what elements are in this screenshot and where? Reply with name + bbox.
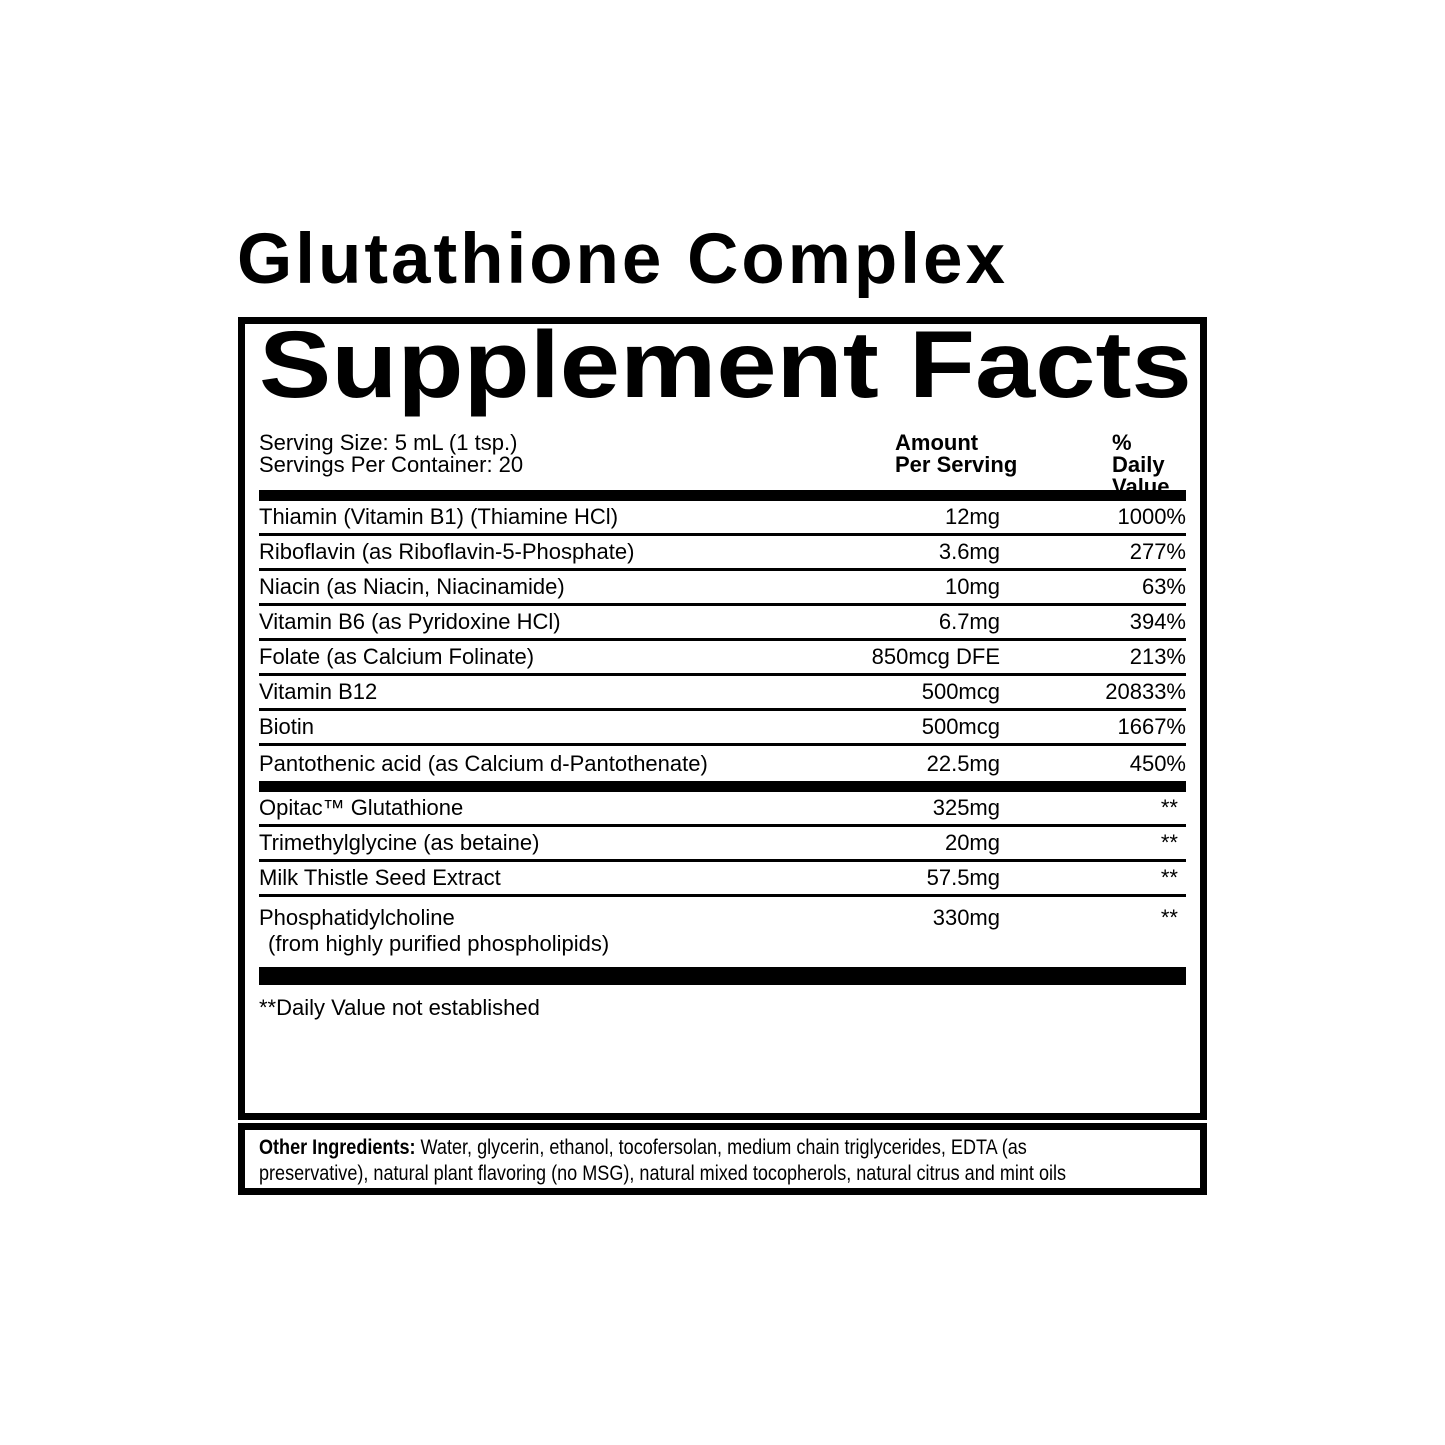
nutrient-name: Milk Thistle Seed Extract: [259, 865, 501, 890]
nutrient-amount: 22.5mg: [926, 750, 1000, 776]
nutrient-amount: 500mcg: [921, 714, 1000, 739]
nutrient-daily-value: 20833%: [1105, 679, 1186, 704]
nutrient-amount: 10mg: [944, 574, 1000, 599]
other-ingredients-label: Other Ingredients:: [259, 1135, 416, 1159]
other-ingredients-line1: [259, 1134, 1038, 1160]
supplement-facts-heading: Supplement Facts: [259, 317, 1192, 418]
nutrient-name: Thiamin (Vitamin B1) (Thiamine HCl): [259, 504, 619, 529]
nutrient-row: [259, 641, 1186, 676]
nutrient-row: [259, 897, 1186, 967]
dv-header-line2: Value: [1112, 474, 1170, 499]
nutrient-row: [259, 746, 1186, 781]
thick-separator-top: [259, 490, 1186, 501]
nutrient-amount: 330mg: [932, 905, 1000, 930]
nutrient-daily-value: 1000%: [1117, 504, 1186, 529]
nutrient-name: Niacin (as Niacin, Niacinamide): [259, 574, 565, 599]
thick-separator-bottom: [259, 967, 1186, 985]
blend-section: [259, 792, 1186, 967]
nutrient-name: Folate (as Calcium Folinate): [259, 644, 535, 669]
nutrient-row: [259, 606, 1186, 641]
supplement-facts-panel: [238, 317, 1207, 1120]
nutrient-subtext: (from highly purified phospholipids): [268, 931, 610, 956]
vitamins-section: [259, 501, 1186, 781]
nutrient-amount: 500mcg: [921, 679, 1000, 704]
nutrient-amount: 3.6mg: [938, 539, 1000, 564]
nutrient-amount: 325mg: [932, 795, 1000, 820]
nutrient-amount: 20mg: [944, 830, 1000, 855]
nutrient-daily-value: **: [1160, 830, 1178, 855]
nutrient-daily-value: 277%: [1129, 539, 1186, 564]
other-ingredients-line2: preservative), natural plant flavoring (no MSG), natural mixed tocopherols, natural citrus and mint oils: [259, 1161, 1067, 1185]
amount-header-line2: Per Serving: [895, 452, 1018, 477]
other-ingredients-panel: [238, 1123, 1207, 1195]
thick-separator-middle: [259, 781, 1186, 792]
nutrient-daily-value: 213%: [1129, 644, 1186, 669]
nutrient-daily-value: **: [1160, 865, 1178, 890]
nutrient-amount: 850mcg DFE: [871, 644, 1000, 669]
column-header-daily-value: [1112, 432, 1186, 498]
product-title: Glutathione Complex: [237, 220, 1008, 299]
nutrient-row: [259, 571, 1186, 606]
serving-info-lines: [259, 432, 1186, 476]
nutrient-daily-value: 1667%: [1117, 714, 1186, 739]
nutrient-daily-value: **: [1160, 795, 1178, 820]
nutrient-row: [259, 501, 1186, 536]
nutrient-name: Trimethylglycine (as betaine): [259, 830, 540, 855]
nutrient-row: [259, 792, 1186, 827]
column-header-amount: [895, 432, 1017, 476]
serving-size: Serving Size: 5 mL (1 tsp.): [259, 430, 518, 455]
nutrient-amount: 12mg: [944, 504, 1000, 529]
nutrient-name: Opitac™ Glutathione: [259, 795, 464, 820]
nutrient-name: Phosphatidylcholine (from highly purified phospholipids): [259, 905, 610, 956]
serving-info: [259, 430, 1186, 499]
nutrient-amount: 57.5mg: [926, 865, 1000, 890]
nutrient-daily-value: 394%: [1129, 609, 1186, 634]
nutrient-amount: 6.7mg: [938, 609, 1000, 634]
nutrient-daily-value: **: [1160, 905, 1178, 930]
nutrient-row: [259, 536, 1186, 571]
other-ingredients-text: [259, 1134, 1067, 1186]
dv-header-line1: % Daily: [1112, 430, 1165, 477]
nutrient-daily-value: 63%: [1141, 574, 1186, 599]
amount-header-line1: Amount: [895, 430, 979, 455]
nutrient-row: [259, 711, 1186, 746]
nutrient-daily-value: 450%: [1129, 750, 1186, 776]
nutrient-row: [259, 827, 1186, 862]
nutrient-name: Vitamin B6 (as Pyridoxine HCl): [259, 609, 561, 634]
nutrient-name: Vitamin B12: [259, 679, 378, 704]
nutrient-name: Biotin: [259, 714, 315, 739]
nutrient-row: [259, 676, 1186, 711]
servings-per-container: Servings Per Container: 20: [259, 452, 524, 477]
daily-value-footnote: **Daily Value not established: [259, 995, 540, 1020]
other-ingredients-line1-rest: Water, glycerin, ethanol, tocofersolan, medium chain triglycerides, EDTA (as: [415, 1135, 1027, 1159]
nutrient-name: Riboflavin (as Riboflavin-5-Phosphate): [259, 539, 635, 564]
nutrient-name: Pantothenic acid (as Calcium d-Pantothenate): [259, 750, 708, 776]
nutrient-row: [259, 862, 1186, 897]
